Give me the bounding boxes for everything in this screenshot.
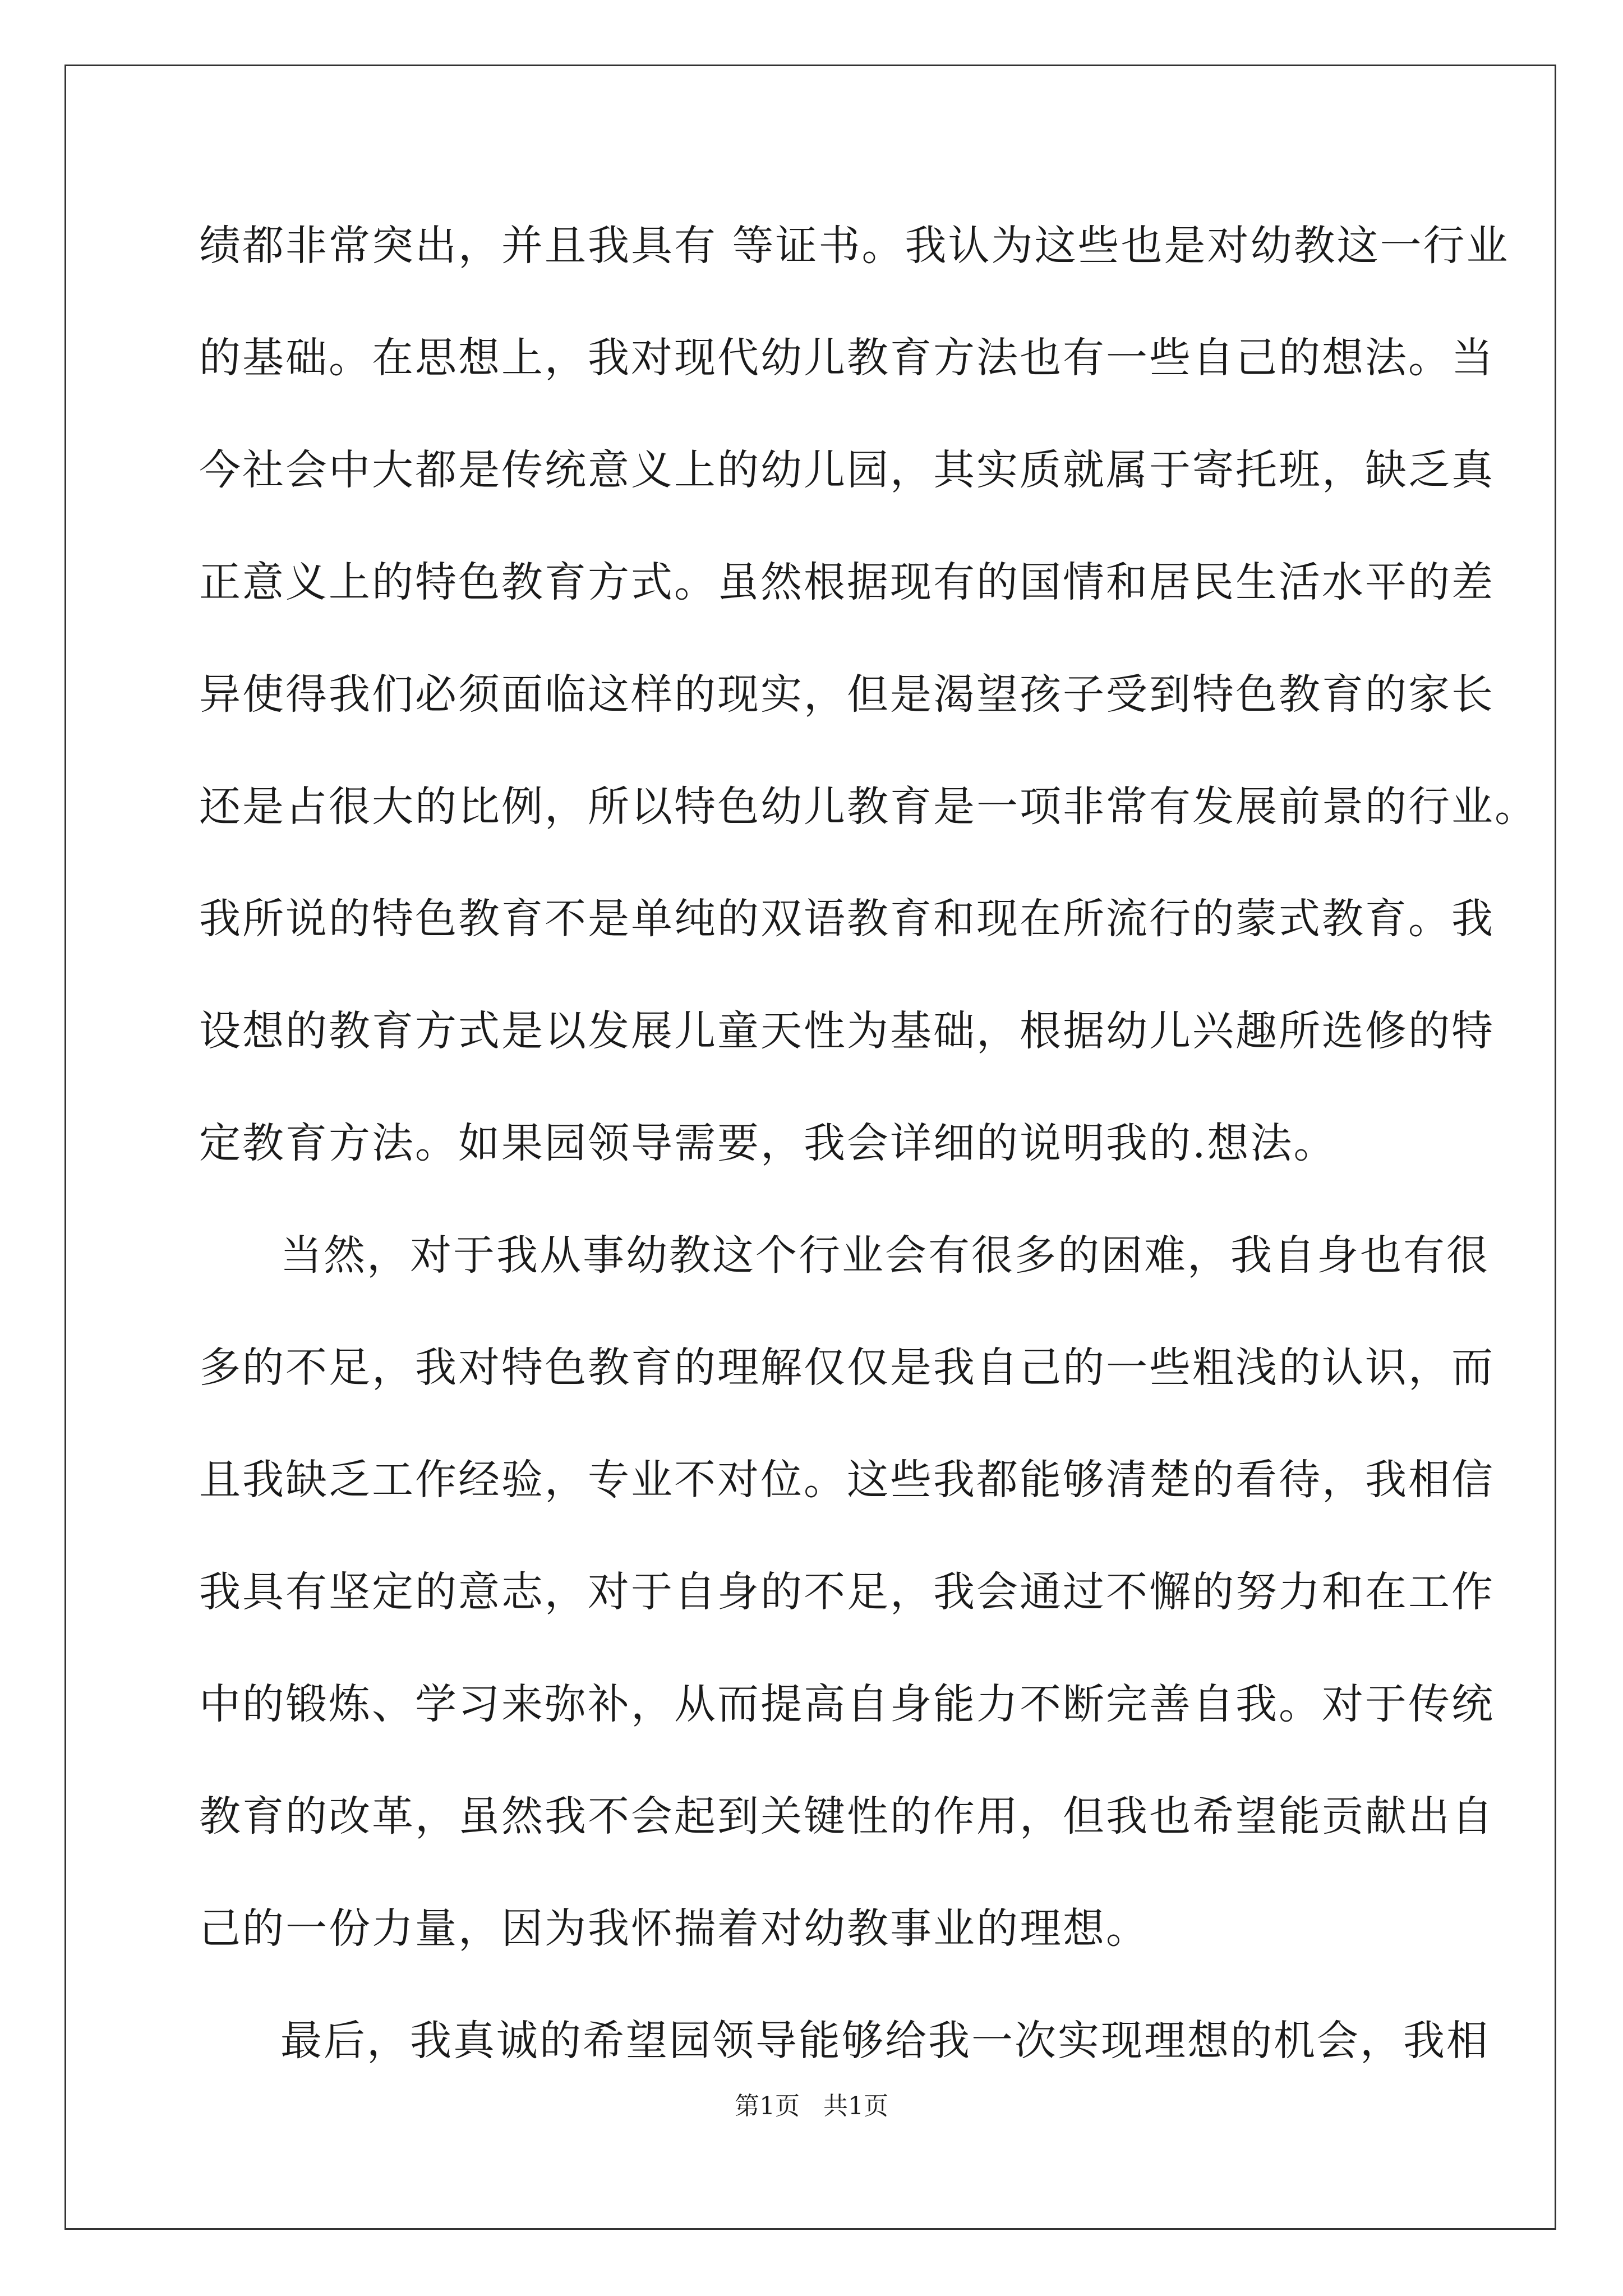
text-line: 定教育方法。如果园领导需要，我会详细的说明我的.想法。	[199, 1119, 1337, 1167]
text-line: 异使得我们必须面临这样的现实，但是渴望孩子受到特色教育的家长	[199, 670, 1495, 719]
text-line: 我具有坚定的意志，对于自身的不足，我会通过不懈的努力和在工作	[199, 1568, 1495, 1616]
text-line: 多的不足，我对特色教育的理解仅仅是我自己的一些粗浅的认识，而	[199, 1343, 1495, 1392]
text-line: 正意义上的特色教育方式。虽然根据现有的国情和居民生活水平的差	[199, 558, 1495, 606]
text-line: 绩都非常突出，并且我具有 等证书。我认为这些也是对幼教这一行业	[199, 222, 1510, 270]
text-line: 且我缺乏工作经验，专业不对位。这些我都能够清楚的看待，我相信	[199, 1456, 1495, 1504]
text-line: 教育的改革，虽然我不会起到关键性的作用，但我也希望能贡献出自	[199, 1792, 1495, 1841]
text-line: 中的锻炼、学习来弥补，从而提高自身能力不断完善自我。对于传统	[199, 1680, 1495, 1728]
text-line: 今社会中大都是传统意义上的幼儿园，其实质就属于寄托班，缺乏真	[199, 446, 1495, 494]
text-line: 我所说的特色教育不是单纯的双语教育和现在所流行的蒙式教育。我	[199, 895, 1495, 943]
text-line: 还是占很大的比例，所以特色幼儿教育是一项非常有发展前景的行业。	[199, 783, 1538, 831]
text-line: 己的一份力量，因为我怀揣着对幼教事业的理想。	[199, 1904, 1149, 1953]
text-line: 的基础。在思想上，我对现代幼儿教育方法也有一些自己的想法。当	[199, 334, 1495, 382]
paragraph-first-line: 当然，对于我从事幼教这个行业会有很多的困难，我自身也有很	[280, 1231, 1490, 1280]
paragraph-first-line: 最后，我真诚的希望园领导能够给我一次实现理想的机会，我相	[280, 2017, 1490, 2065]
page-footer: 第1页 共1页	[735, 2092, 888, 2120]
text-line: 设想的教育方式是以发展儿童天性为基础，根据幼儿兴趣所选修的特	[199, 1007, 1495, 1055]
